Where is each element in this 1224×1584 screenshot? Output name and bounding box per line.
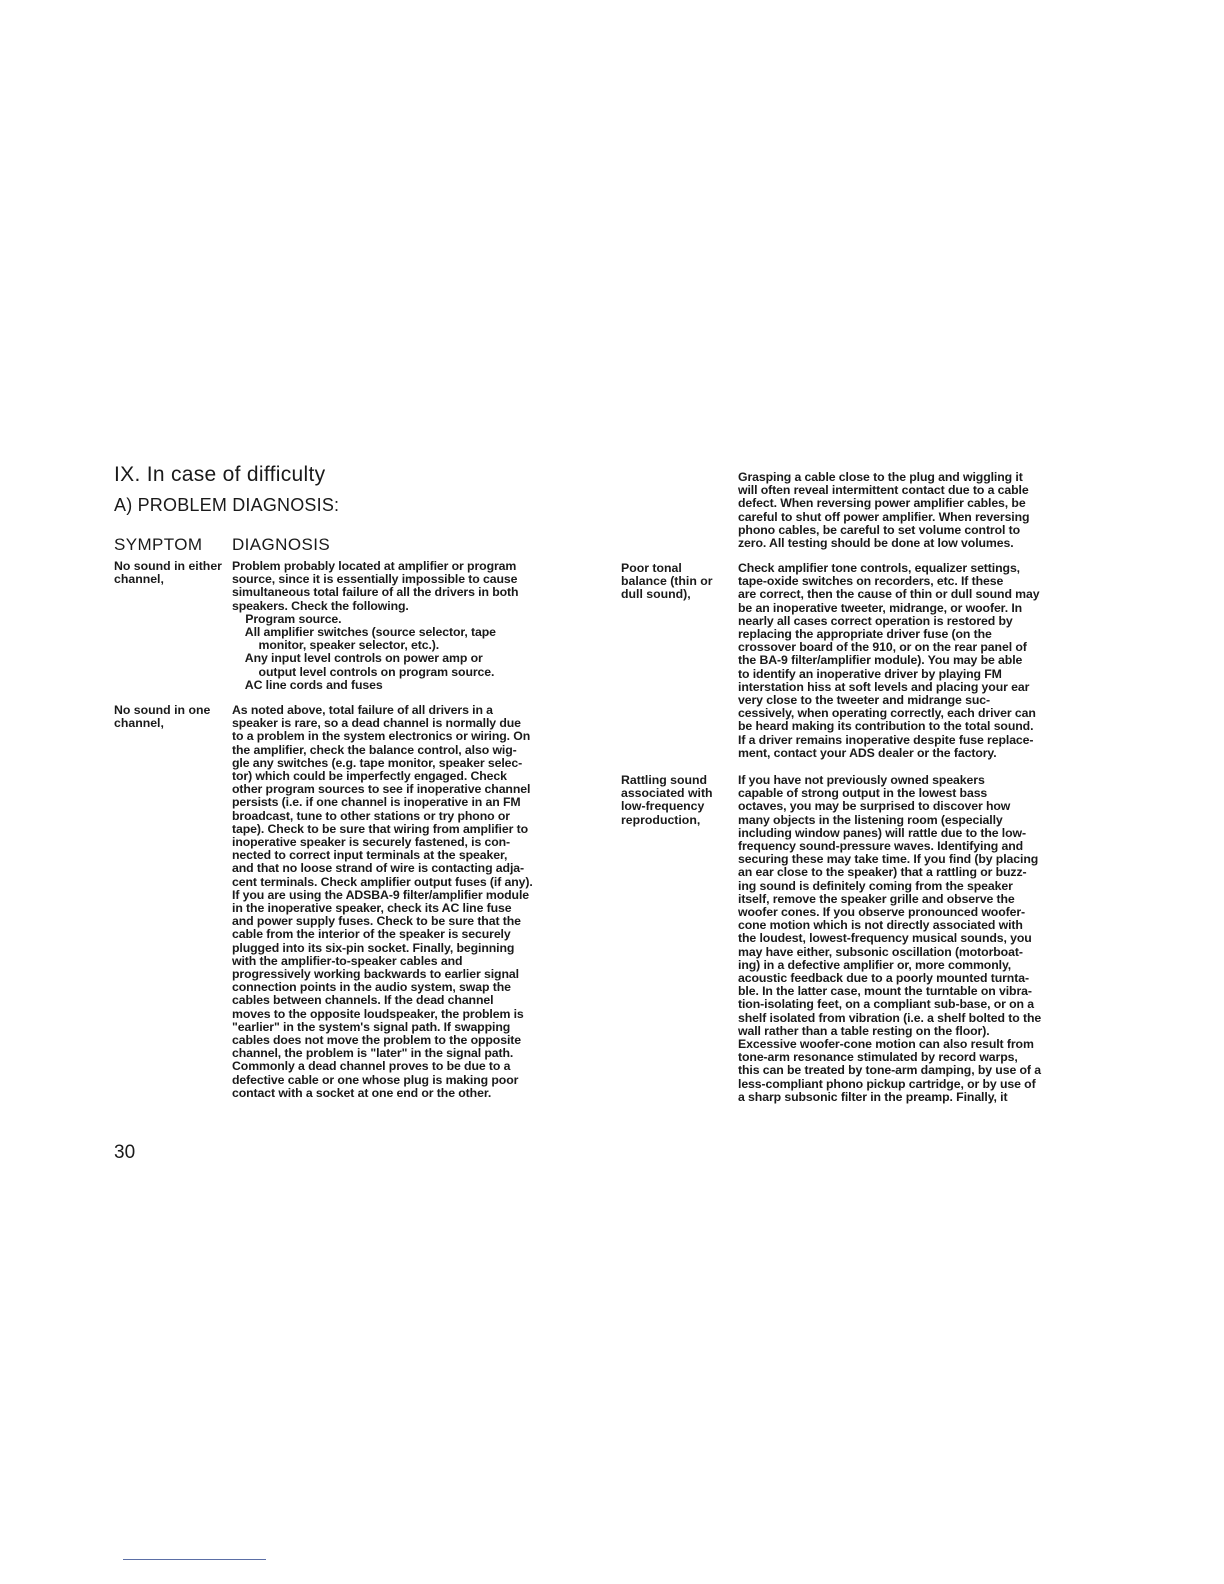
diagnosis-no-sound-either: Problem probably located at amplifier or program source, since it is essentially impossible to cause simultaneous total failure of all the drivers in both speakers. Check the following. Program source. All amplifier switches (source selector, tape monitor, speaker selector, etc.). Any input level controls on power amp or output level controls on program source. AC line cords and fuses <box>232 559 519 692</box>
symptom-no-sound-either: No sound in either channel, <box>114 559 222 587</box>
diagnosis-rattling-sound: If you have not previously owned speakers capable of strong output in the lowest bass octaves, you may be surprised to discover how many objects in the listening room (especially including window panes) will rattle due to the low- frequency sound-pressure waves. Identifying and securing these may take time. If you find (by placing an ear close to the speaker) that a rattling or buzz- ing sound is definitely coming from the speaker itself, remove the speaker grille and observe the woofer cones. If you observe pronounced woofer- cone motion which is not directly associated with the loudest, lowest-frequency musical sounds, you may have either, subsonic oscillation (motorboat- ing) in a defective amplifier or, more commonly, acoustic feedback due to a poorly mounted turnta- ble. In the latter case, mount the turntable on vibra- tion-isolating feet, on a compliant sub-base, or on a shelf isolated from vibration (i.e. a shelf bolted to the wall rather than a table resting on the floor). Excessive woofer-cone motion can also result from tone-arm resonance stimulated by record warps, this can be treated by tone-arm damping, by use of a less-compliant phono pickup cartridge, or by use of a sharp subsonic filter in the preamp. Finally, it <box>738 773 1042 1104</box>
page-number: 30 <box>114 1142 136 1163</box>
symptom-rattling-sound: Rattling sound associated with low-frequency reproduction, <box>621 773 713 827</box>
diagnosis-no-sound-one: As noted above, total failure of all drivers in a speaker is rare, so a dead channel is normally due to a problem in the system electronics or wiring. On the amplifier, check the balance control, also wig- gle any switches (e.g. tape monitor, speaker selec- tor) which could be imperfectly engaged. Check other program sources to see if inoperative channel persists (i.e. if one channel is inoperative in an FM broadcast, tune to other stations or try phono or tape). Check to be sure that wiring from amplifier to inoperative speaker is securely fastened, is con- nected to correct input terminals at the speaker, and that no loose strand of wire is contacting adja- cent terminals. Check amplifier output fuses (if any). If you are using the ADSBA-9 filter/amplifier module in the inoperative speaker, check its AC line fuse and power supply fuses. Check to be sure that the cable from the interior of the speaker is securely plugged into its six-pin socket. Finally, beginning with the amplifier-to-speaker cables and progressively working backwards to earlier signal connection points in the audio system, swap the cables between channels. If the dead channel moves to the opposite loudspeaker, the problem is "earlier" in the system's signal path. If swapping cables does not move the problem to the opposite channel, the problem is "later" in the signal path. Commonly a dead channel proves to be due to a defective cable or one whose plug is making poor contact with a socket at one end or the other. <box>232 703 533 1100</box>
symptom-poor-tonal-balance: Poor tonal balance (thin or dull sound), <box>621 561 713 602</box>
diagnosis-column-header: DIAGNOSIS <box>232 535 331 554</box>
section-title: IX. In case of difficulty <box>114 463 326 486</box>
diagnosis-continuation: Grasping a cable close to the plug and wiggling it will often reveal intermittent contact due to a cable defect. When reversing power amplifier cables, be careful to shut off power amplifier. When reversing phono cables, be careful to set volume control to zero. All testing should be done at low volumes. <box>738 470 1030 551</box>
diagnosis-poor-tonal-balance: Check amplifier tone controls, equalizer settings, tape-oxide switches on recorders, etc. If these are correct, then the cause of thin or dull sound may be an inoperative tweeter, midrange, or woofer. In nearly all cases correct operation is restored by replacing the appropriate driver fuse (on the crossover board of the 910, or on the rear panel of the BA-9 filter/amplifier module). You may be able to identify an inoperative driver by playing FM interstation hiss at soft levels and placing your ear very close to the tweeter and midrange suc- cessively, when operating correctly, each driver can be heard making its contribution to the total sound. If a driver remains inoperative despite fuse replace- ment, contact your ADS dealer or the factory. <box>738 561 1040 760</box>
symptom-column-header: SYMPTOM <box>114 535 203 554</box>
footer-rule <box>123 1559 266 1560</box>
section-subtitle: A) PROBLEM DIAGNOSIS: <box>114 495 340 515</box>
symptom-no-sound-one: No sound in one channel, <box>114 703 211 731</box>
